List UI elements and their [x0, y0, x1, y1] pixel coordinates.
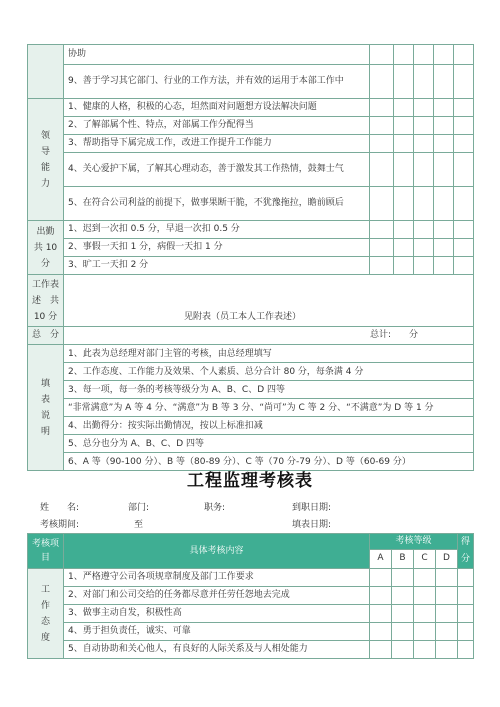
grade-cell-d[interactable]	[434, 99, 454, 117]
grade-cell-d[interactable]	[434, 257, 454, 275]
grade-cell-d[interactable]	[434, 65, 454, 99]
score-cell[interactable]	[454, 187, 474, 221]
grade-cell-d[interactable]	[436, 587, 458, 605]
leadership-item: 3、帮助指导下属完成工作，改进工作提升工作能力	[64, 135, 370, 153]
grade-cell-b[interactable]	[394, 45, 414, 65]
leadership-item: 1、健康的人格，积极的心态，坦然面对问题想方设法解决问题	[64, 99, 370, 117]
grade-cell-a[interactable]	[370, 587, 392, 605]
leadership-item: 协助	[64, 45, 370, 65]
grade-cell-c[interactable]	[414, 45, 434, 65]
header-item: 考核项目	[28, 534, 64, 569]
header-grade: 考核等级	[370, 534, 458, 550]
note-item: 3、每一项，每一条的考核等级分为 A、B、C、D 四等	[64, 381, 474, 399]
grade-cell-a[interactable]	[370, 641, 392, 659]
grade-cell-a[interactable]	[370, 153, 394, 187]
grade-a-header: A	[370, 549, 392, 568]
leadership-item: 5、在符合公司利益的前提下，做事果断干脆，不犹豫拖拉，瞻前顾后	[64, 187, 370, 221]
score-cell[interactable]	[458, 569, 474, 587]
grade-cell-c[interactable]	[414, 641, 436, 659]
grade-cell-c[interactable]	[414, 239, 434, 257]
score-cell[interactable]	[454, 65, 474, 99]
score-cell[interactable]	[454, 135, 474, 153]
grade-cell-b[interactable]	[394, 221, 414, 239]
score-cell[interactable]	[454, 221, 474, 239]
note-item: 6、A 等（90-100 分）、B 等（80-89 分）、C 等（70 分-79 分）、D 等（60-69 分）	[64, 453, 474, 471]
total-score[interactable]: 总计: 分	[64, 327, 474, 345]
attitude-item: 3、做事主动自发，积极性高	[64, 605, 370, 623]
note-item: 5、总分也分为 A、B、C、D 四等	[64, 435, 474, 453]
grade-cell-d[interactable]	[434, 45, 454, 65]
fill-date-label: 填表日期:	[292, 520, 332, 530]
grade-cell-a[interactable]	[370, 605, 392, 623]
total-label: 总 分	[28, 327, 64, 345]
grade-cell-d[interactable]	[436, 569, 458, 587]
grade-cell-a[interactable]	[370, 257, 394, 275]
grade-cell-a[interactable]	[370, 623, 392, 641]
grade-cell-a[interactable]	[370, 187, 394, 221]
grade-cell-d[interactable]	[434, 135, 454, 153]
name-label: 姓 名:	[40, 503, 80, 513]
grade-cell-a[interactable]	[370, 221, 394, 239]
grade-b-header: B	[392, 549, 414, 568]
attitude-item: 5、自动协助和关心他人，有良好的人际关系及与人相处能力	[64, 641, 370, 659]
grade-cell-c[interactable]	[414, 569, 436, 587]
attitude-category: 工 作 态 度	[28, 569, 64, 659]
grade-cell-a[interactable]	[370, 135, 394, 153]
form-title: 工程监理考核表	[187, 471, 313, 491]
grade-cell-c[interactable]	[414, 257, 434, 275]
grade-cell-b[interactable]	[394, 65, 414, 99]
note-item: 4、出勤得分：按实际出勤情况，按以上标准扣减	[64, 417, 474, 435]
grade-cell-b[interactable]	[394, 117, 414, 135]
attitude-item: 4、勇于担负责任，诚实、可靠	[64, 623, 370, 641]
notes-category: 填 表 说 明	[28, 345, 64, 471]
score-cell[interactable]	[458, 587, 474, 605]
grade-cell-d[interactable]	[434, 117, 454, 135]
note-item: “非常满意”为 A 等 4 分、“满意”为 B 等 3 分、“尚可”为 C 等 2 分、“不满意”为 D 等 1 分	[64, 399, 474, 417]
grade-cell-a[interactable]	[370, 239, 394, 257]
header-score: 得分	[458, 534, 474, 569]
score-cell[interactable]	[454, 239, 474, 257]
grade-cell-a[interactable]	[370, 65, 394, 99]
grade-c-header: C	[414, 549, 436, 568]
grade-cell-c[interactable]	[414, 65, 434, 99]
grade-cell-d[interactable]	[436, 641, 458, 659]
leadership-item: 2、了解部属个性、特点，对部属工作分配得当	[64, 117, 370, 135]
score-cell[interactable]	[454, 99, 474, 117]
grade-cell-d[interactable]	[434, 153, 454, 187]
grade-cell-d[interactable]	[434, 187, 454, 221]
grade-cell-a[interactable]	[370, 117, 394, 135]
grade-cell-b[interactable]	[392, 641, 414, 659]
grade-cell-c[interactable]	[414, 221, 434, 239]
attitude-item: 1、严格遵守公司各项规章制度及部门工作要求	[64, 569, 370, 587]
note-item: 1、此表为总经理对部门主管的考核，由总经理填写	[64, 345, 474, 363]
engineering-supervision-table	[27, 533, 474, 659]
grade-cell-c[interactable]	[414, 117, 434, 135]
grade-cell-b[interactable]	[394, 239, 414, 257]
report-category: 工作表 述 共 10 分	[28, 275, 64, 327]
grade-cell-b[interactable]	[394, 187, 414, 221]
leadership-item: 9、善于学习其它部门、行业的工作方法，并有效的运用于本部工作中	[64, 65, 370, 99]
position-label: 职务:	[204, 503, 226, 513]
grade-cell-b[interactable]	[394, 153, 414, 187]
grade-cell-b[interactable]	[394, 99, 414, 117]
attitude-item: 2、对部门和公司交给的任务都尽意并任劳任怨地去完成	[64, 587, 370, 605]
grade-d-header: D	[436, 549, 458, 568]
grade-cell-c[interactable]	[414, 587, 436, 605]
period-to-label: 至	[134, 520, 144, 530]
score-cell[interactable]	[454, 257, 474, 275]
leadership-category-cell-top	[28, 45, 64, 99]
grade-cell-c[interactable]	[414, 623, 436, 641]
grade-cell-c[interactable]	[414, 99, 434, 117]
grade-cell-a[interactable]	[370, 569, 392, 587]
grade-cell-b[interactable]	[392, 569, 414, 587]
grade-cell-a[interactable]	[370, 99, 394, 117]
score-cell[interactable]	[454, 117, 474, 135]
leadership-item: 4、关心爱护下属，了解其心理动态，善于激发其工作热情，鼓舞士气	[64, 153, 370, 187]
grade-cell-b[interactable]	[392, 587, 414, 605]
report-text[interactable]: 见附表（员工本人工作表述）	[64, 275, 474, 327]
attendance-item: 3、旷工一天扣 2 分	[64, 257, 370, 275]
leadership-category: 领 导 能 力	[28, 99, 64, 221]
grade-cell-b[interactable]	[394, 257, 414, 275]
grade-cell-d[interactable]	[436, 605, 458, 623]
attendance-category: 出勤 共 10 分	[28, 221, 64, 275]
grade-cell-d[interactable]	[436, 623, 458, 641]
grade-cell-b[interactable]	[392, 623, 414, 641]
score-cell[interactable]	[454, 45, 474, 65]
note-item: 2、工作态度、工作能力及效果、个人素质、总分合计 80 分，每条满 4 分	[64, 363, 474, 381]
department-label: 部门:	[128, 503, 150, 513]
score-cell[interactable]	[458, 605, 474, 623]
grade-cell-b[interactable]	[394, 135, 414, 153]
grade-cell-d[interactable]	[434, 239, 454, 257]
grade-cell-d[interactable]	[434, 221, 454, 239]
attendance-item: 2、事假一天扣 1 分，病假一天扣 1 分	[64, 239, 370, 257]
header-content: 具体考核内容	[64, 534, 370, 569]
grade-cell-c[interactable]	[414, 135, 434, 153]
period-label: 考核期间:	[40, 520, 80, 530]
attendance-item: 1、迟到一次扣 0.5 分，早退一次扣 0.5 分	[64, 221, 370, 239]
grade-cell-c[interactable]	[414, 187, 434, 221]
grade-cell-b[interactable]	[392, 605, 414, 623]
grade-cell-c[interactable]	[414, 153, 434, 187]
score-cell[interactable]	[454, 153, 474, 187]
start-date-label: 到职日期:	[292, 503, 332, 513]
grade-cell-c[interactable]	[414, 605, 436, 623]
grade-cell-a[interactable]	[370, 45, 394, 65]
evaluation-table-part1	[27, 44, 474, 471]
score-cell[interactable]	[458, 641, 474, 659]
score-cell[interactable]	[458, 623, 474, 641]
